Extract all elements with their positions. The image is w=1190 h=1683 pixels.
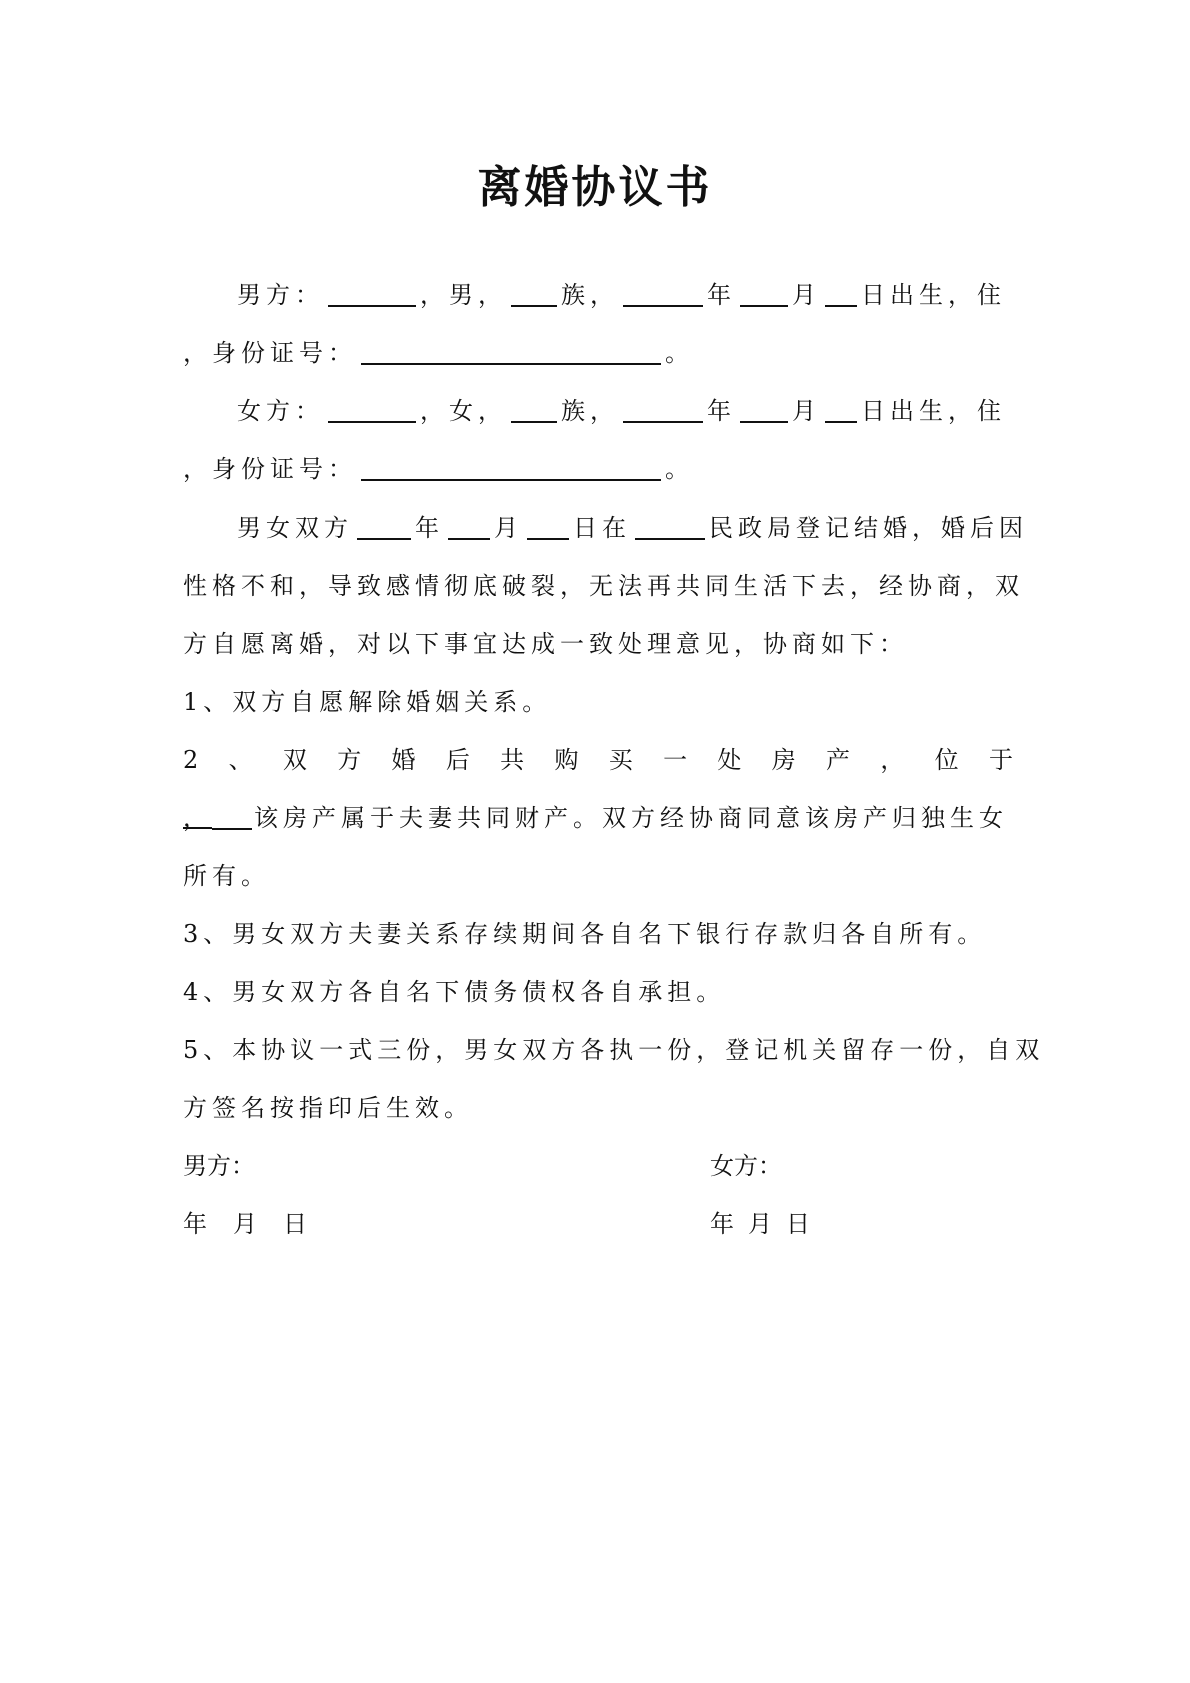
male-sig-month: 月	[233, 1210, 257, 1238]
c2-char: 产	[826, 746, 851, 774]
female-info-line	[237, 391, 1013, 431]
male-sig-day: 日	[283, 1210, 307, 1238]
clause-2-line-1	[183, 740, 1013, 780]
property-location-blank: ，	[183, 804, 212, 832]
female-label: 女方：	[237, 397, 324, 425]
female-gender: ，女，	[420, 397, 507, 425]
male-info-line	[237, 275, 1013, 315]
c2-char: 双	[282, 746, 307, 774]
clause-5-line-2: 方签名按指印后生效。	[183, 1094, 473, 1122]
marriage-month-label: 月	[494, 514, 523, 542]
marriage-line-2: 性格不和，导致感情彻底破裂，无法再共同生活下去，经协商，双	[183, 572, 1024, 600]
male-month-label: 月	[792, 281, 821, 309]
marriage-day-label: 日在	[573, 514, 631, 542]
female-id-label: ，身份证号：	[183, 455, 357, 483]
marriage-month-blank	[448, 512, 490, 540]
clause-2-line-2	[183, 798, 1013, 838]
c2-char: ，	[880, 746, 905, 774]
female-id-end: 。	[665, 455, 694, 483]
male-ethnic-blank	[511, 279, 557, 307]
c2-char: 处	[717, 746, 742, 774]
male-name-blank	[328, 279, 416, 307]
clause-1: 1、双方自愿解除婚姻关系。	[183, 688, 552, 716]
clause-3: 3、男女双方夫妻关系存续期间各自名下银行存款归各自所有。	[183, 920, 987, 948]
marriage-line-1	[237, 508, 1028, 548]
male-signature-date	[183, 1204, 307, 1244]
clause-2-text: 该房产属于夫妻共同财产。双方经协商同意该房产归独生女	[254, 804, 1008, 832]
male-year-blank	[623, 279, 703, 307]
female-signature-label: 女方：	[710, 1152, 782, 1180]
property-location-underline	[212, 802, 252, 830]
female-born-label: 日出生，住	[861, 397, 1006, 425]
female-year-label: 年	[707, 397, 736, 425]
male-ethnic-label: 族，	[561, 281, 619, 309]
c2-char: 位	[934, 746, 959, 774]
marriage-prefix: 男女双方	[237, 514, 353, 542]
c2-char: 一	[663, 746, 688, 774]
male-id-end: 。	[665, 339, 694, 367]
male-signature-label: 男方：	[183, 1152, 255, 1180]
c2-char: 方	[337, 746, 362, 774]
male-id-label: ，身份证号：	[183, 339, 357, 367]
clause-4: 4、男女双方各自名下债务债权各自承担。	[183, 978, 726, 1006]
c2-char: 2	[183, 746, 199, 774]
female-year-blank	[623, 395, 703, 423]
male-label: 男方：	[237, 281, 324, 309]
marriage-line-3: 方自愿离婚，对以下事宜达成一致处理意见，协商如下：	[183, 630, 908, 658]
female-month-label: 月	[792, 397, 821, 425]
c2-char: 共	[500, 746, 525, 774]
clause-2-line-3: 所有。	[183, 862, 270, 890]
male-born-label: 日出生，住	[861, 281, 1006, 309]
male-id-blank	[361, 337, 661, 365]
marriage-suffix: 民政局登记结婚，婚后因	[709, 514, 1028, 542]
marriage-year-label: 年	[415, 514, 444, 542]
female-id-line	[183, 449, 1013, 489]
c2-char: 婚	[391, 746, 416, 774]
male-gender: ，男，	[420, 281, 507, 309]
document-title: 离婚协议书	[477, 162, 713, 213]
female-signature-date	[710, 1204, 810, 1244]
male-sig-year: 年	[183, 1210, 207, 1238]
female-sig-month: 月	[748, 1210, 772, 1238]
c2-char: 房	[771, 746, 796, 774]
male-id-line	[183, 333, 1013, 373]
female-sig-year: 年	[710, 1210, 734, 1238]
marriage-bureau-blank	[635, 512, 705, 540]
female-ethnic-label: 族，	[561, 397, 619, 425]
c2-char: 买	[608, 746, 633, 774]
female-sig-day: 日	[786, 1210, 810, 1238]
female-name-blank	[328, 395, 416, 423]
c2-char: 、	[228, 746, 253, 774]
male-year-label: 年	[707, 281, 736, 309]
female-id-blank	[361, 453, 661, 481]
female-month-blank	[740, 395, 788, 423]
female-day-blank	[825, 395, 857, 423]
clause-5-line-1: 5、本协议一式三份，男女双方各执一份，登记机关留存一份，自双	[183, 1036, 1045, 1064]
male-month-blank	[740, 279, 788, 307]
c2-char: 购	[554, 746, 579, 774]
marriage-year-blank	[357, 512, 411, 540]
female-ethnic-blank	[511, 395, 557, 423]
marriage-day-blank	[527, 512, 569, 540]
c2-char: 后	[445, 746, 470, 774]
c2-char: 于	[988, 746, 1013, 774]
male-day-blank	[825, 279, 857, 307]
